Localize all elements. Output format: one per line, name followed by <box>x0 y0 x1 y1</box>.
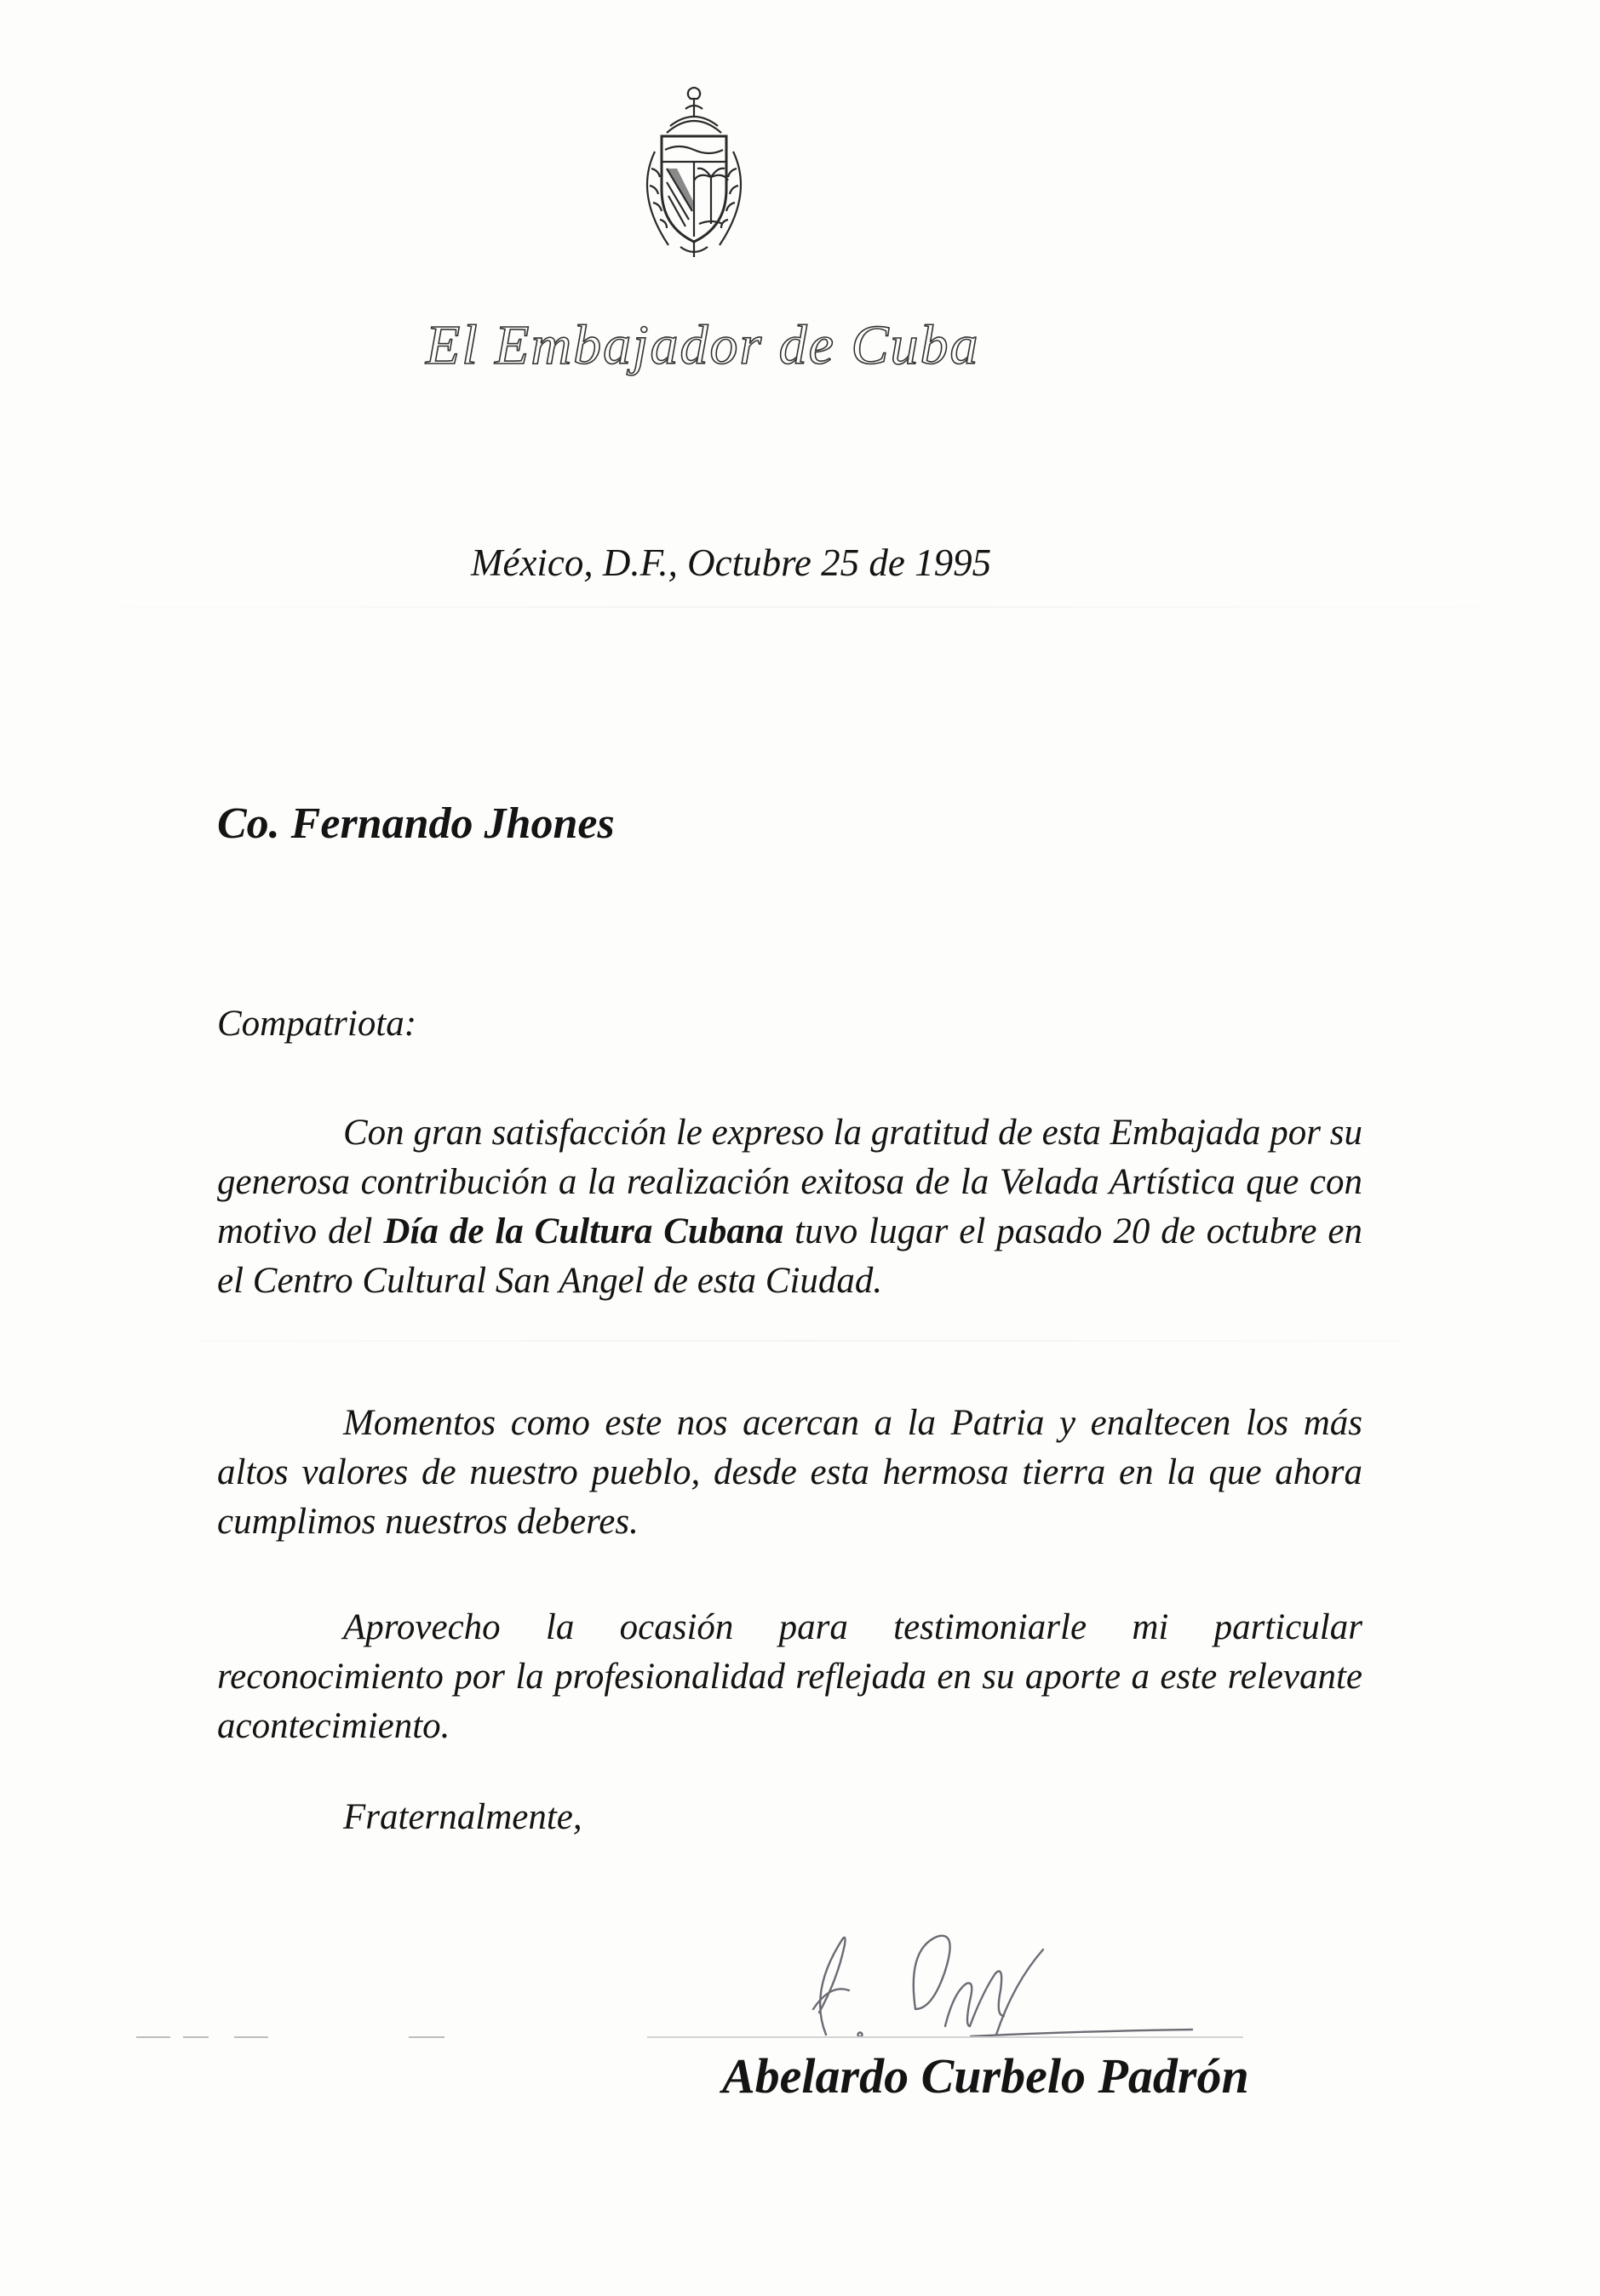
body-paragraph-2 <box>217 1399 1362 1547</box>
body-paragraph-3 <box>217 1603 1362 1751</box>
paragraph-text: Aprovecho la ocasión para testimoniarle mi particular reconocimiento por la profesionalidad reflejada en su aporte a este relevante acontecimiento. <box>217 1607 1362 1746</box>
divider <box>234 2036 268 2038</box>
divider <box>409 2036 444 2038</box>
closing: Fraternalmente, <box>343 1797 582 1837</box>
signer-name: Abelardo Curbelo Padrón <box>722 2048 1249 2104</box>
handwritten-signature <box>766 1907 1294 2052</box>
signature-line <box>647 2036 1243 2038</box>
divider <box>136 2036 170 2038</box>
letterhead-title: El Embajador de Cuba <box>426 314 980 376</box>
event-name-bold: Día de la Cultura Cubana <box>383 1211 784 1251</box>
recipient-name: Co. Fernando Jhones <box>217 799 615 848</box>
letterhead-script <box>417 302 996 396</box>
fold-line <box>0 606 1600 608</box>
paragraph-text: Con gran satisfacción le expreso la gratitud de esta Embajada por su generosa contribución a la realización exitosa de la Velada Artística que con motivo del <box>217 1113 1362 1251</box>
coat-of-arms-icon <box>617 83 771 262</box>
fold-line <box>0 1340 1600 1342</box>
paragraph-text: tuvo lugar el pasado 20 de octubre en el Centro Cultural San Angel de esta Ciudad. <box>217 1211 1363 1301</box>
divider <box>183 2036 209 2038</box>
body-paragraph-1 <box>217 1108 1362 1306</box>
paragraph-text: Momentos como este nos acercan a la Patria y enaltecen los más altos valores de nuestro pueblo, desde esta hermosa tierra en la que ahora cumplimos nuestros deberes. <box>217 1403 1362 1542</box>
date-line: México, D.F., Octubre 25 de 1995 <box>471 541 992 584</box>
greeting: Compatriota: <box>217 1004 417 1044</box>
